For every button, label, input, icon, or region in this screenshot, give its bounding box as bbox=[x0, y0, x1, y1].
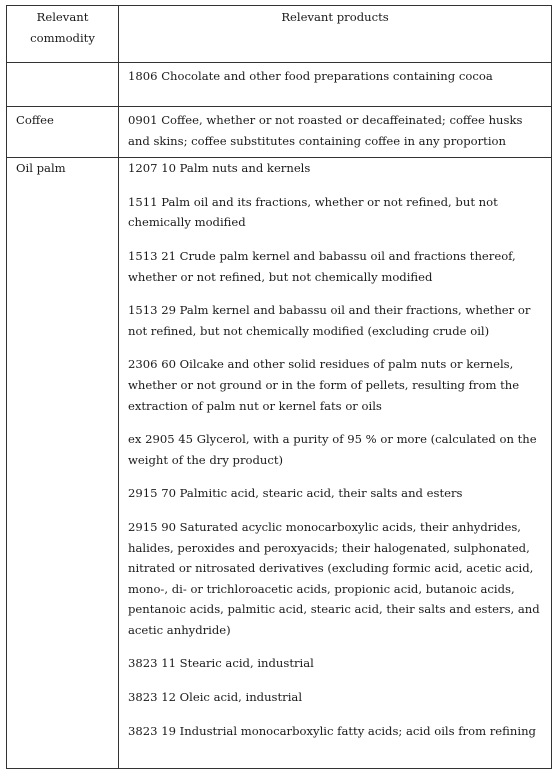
table-row bbox=[7, 158, 552, 769]
product-entry: 0901 Coffee, whether or not roasted or decaffeinated; coffee husks and skins; coffee substitutes containing coffee in any proportion bbox=[128, 113, 523, 148]
product-entry: 3823 12 Oleic acid, industrial bbox=[128, 690, 303, 705]
commodity-label: Coffee bbox=[16, 113, 54, 127]
table-header-row bbox=[7, 6, 552, 63]
products-cell bbox=[119, 63, 552, 107]
product-entry: ex 2905 45 Glycerol, with a purity of 95 % or more (calculated on the weight of the dry product) bbox=[128, 432, 537, 467]
header-products-label: Relevant products bbox=[281, 10, 389, 24]
product-entry: 1511 Palm oil and its fractions, whether or not refined, but not chemically modified bbox=[128, 194, 498, 230]
commodity-cell bbox=[7, 107, 119, 158]
product-entry: 2915 90 Saturated acyclic monocarboxylic acids, their anhydrides, halides, peroxides and peroxyacids; their halogenated, sulphonated, nitrated or nitrosated derivatives (excluding formic acid, acetic acid, mono-, di- or trichloroacetic acids, propionic acid, butanoic acids, pentanoic acids, palmitic acid, stearic acid, their salts and esters, and acetic anhydride) bbox=[128, 519, 540, 637]
commodity-label: Oil palm bbox=[16, 161, 66, 176]
products-cell bbox=[119, 107, 552, 158]
product-entry: 1806 Chocolate and other food preparations containing cocoa bbox=[128, 69, 493, 83]
commodity-cell bbox=[7, 63, 119, 107]
products-cell bbox=[119, 158, 552, 769]
product-entry: 2915 70 Palmitic acid, stearic acid, their salts and esters bbox=[128, 486, 463, 501]
product-entry: 3823 19 Industrial monocarboxylic fatty acids; acid oils from refining bbox=[128, 723, 536, 738]
header-commodity-label: Relevant commodity bbox=[30, 10, 95, 45]
commodity-cell bbox=[7, 158, 119, 769]
commodity-products-table bbox=[6, 5, 552, 769]
table-row bbox=[7, 63, 552, 107]
header-commodity-cell bbox=[7, 6, 119, 63]
product-entry: 1513 29 Palm kernel and babassu oil and their fractions, whether or not refined, but not chemically modified (excluding crude oil) bbox=[128, 303, 531, 338]
table-row bbox=[7, 107, 552, 158]
product-entry: 1513 21 Crude palm kernel and babassu oil and fractions thereof, whether or not refined, but not chemically modified bbox=[128, 248, 516, 284]
product-entry: 1207 10 Palm nuts and kernels bbox=[128, 161, 311, 176]
product-entry: 3823 11 Stearic acid, industrial bbox=[128, 656, 314, 671]
header-products-cell bbox=[119, 6, 552, 63]
product-entry: 2306 60 Oilcake and other solid residues of palm nuts or kernels, whether or not ground or in the form of pellets, resulting from the extraction of palm nut or kernel fats or oils bbox=[128, 357, 520, 413]
